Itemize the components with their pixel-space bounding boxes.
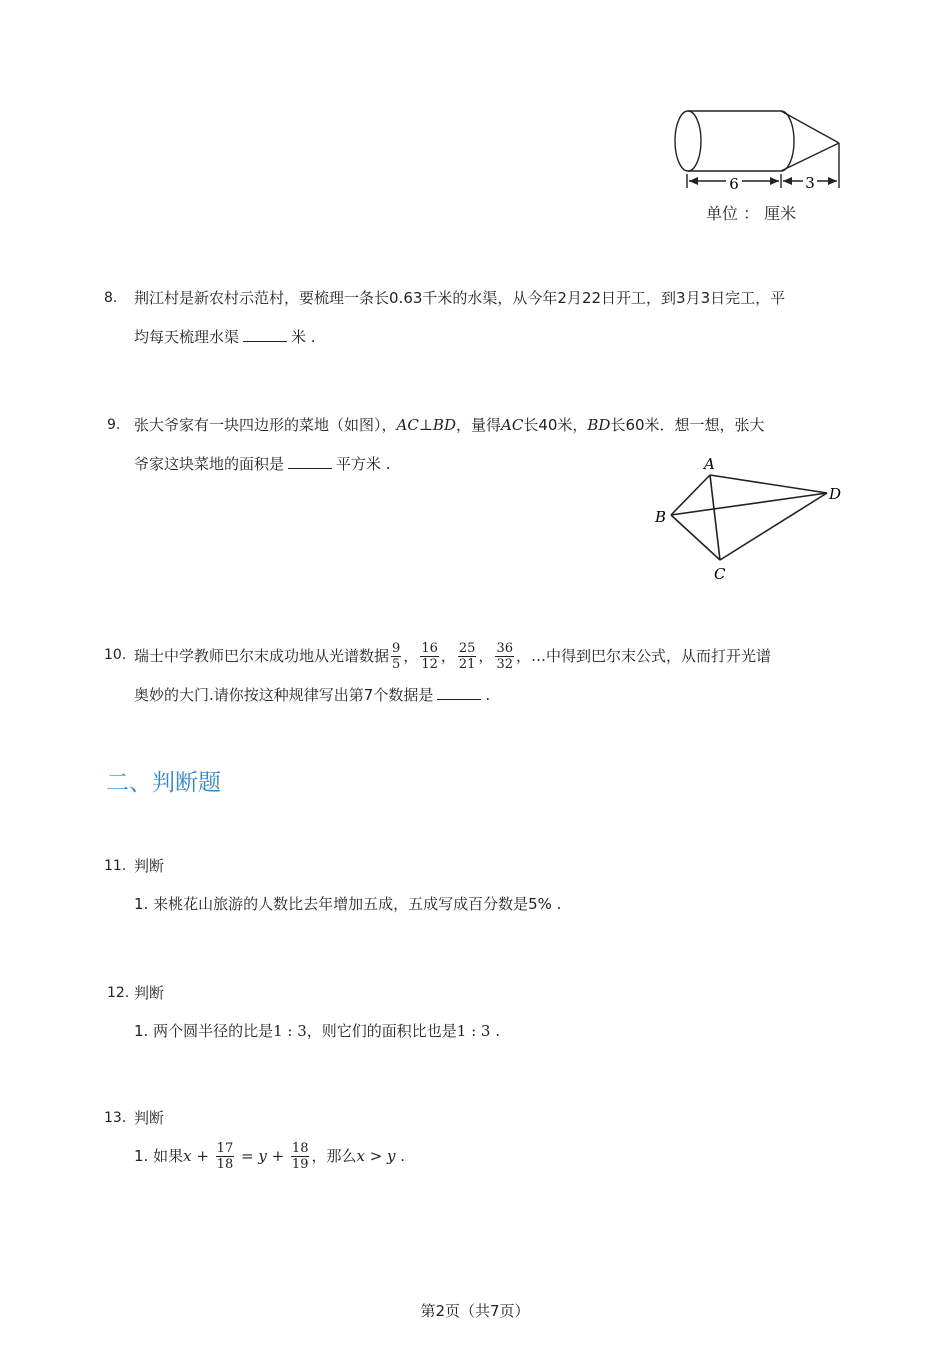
answer-blank[interactable]	[288, 454, 332, 469]
vertex-label-b: B	[655, 508, 667, 526]
q10-line2-pre: 奥妙的大门.请你按这种规律写出第7个数据是	[134, 686, 434, 704]
fraction: $\frac{36}{32}$	[496, 641, 513, 672]
q9-math-bd: BD	[587, 416, 611, 434]
q10-text-line2	[134, 684, 490, 706]
q9-text-line1	[134, 414, 765, 436]
q13-text: ，那么	[311, 1147, 357, 1165]
q8-line2-pre: 均每天梳理水渠	[134, 328, 240, 346]
separator: ，	[478, 647, 494, 665]
q12-label: 判断	[134, 984, 165, 1002]
q12-text: .	[490, 1022, 501, 1040]
question-number: 10.	[104, 647, 127, 663]
fraction: $\frac{18}{19}$	[291, 1141, 309, 1172]
operator: +	[266, 1147, 289, 1165]
q13-text: .	[395, 1147, 406, 1165]
dim-arrow	[689, 177, 698, 185]
separator: ，	[403, 647, 419, 665]
operator: +	[191, 1147, 214, 1165]
dim-arrow	[770, 177, 779, 185]
quadrilateral-figure	[650, 452, 850, 587]
ratio: 1 : 3	[456, 1022, 491, 1040]
q13-text: 1. 如果	[134, 1147, 184, 1165]
q10-text: ，…中得到巴尔末公式，从而打开光谱	[515, 647, 771, 665]
operator: =	[236, 1147, 259, 1165]
q12-text: ，则它们的面积比也是	[306, 1022, 457, 1040]
q10-line2-post: .	[485, 686, 491, 704]
q11-item: 1. 来桃花山旅游的人数比去年增加五成，五成写成百分数是5% .	[134, 895, 562, 913]
vertex-label-d: D	[829, 485, 842, 503]
diagonal-bd	[671, 493, 827, 515]
q9-text: 长60米．想一想，张大	[610, 416, 765, 434]
q13-label: 判断	[134, 1109, 165, 1127]
q9-math-ac: AC	[501, 416, 524, 434]
dim-label-3: 3	[805, 174, 815, 192]
cone-top-edge	[781, 111, 839, 143]
edge-ab	[671, 475, 710, 515]
question-number: 12.	[107, 985, 130, 1001]
fraction: $\frac{9}{5}$	[392, 641, 401, 672]
section-title: 二、判断题	[106, 770, 221, 796]
fraction: $\frac{25}{21}$	[458, 641, 476, 672]
question-number: 8.	[104, 290, 118, 306]
q12-text: 1. 两个圆半径的比是	[134, 1022, 274, 1040]
question-number: 13.	[104, 1110, 127, 1126]
q9-text: 张大爷家有一块四边形的菜地（如图），	[134, 416, 397, 434]
q10-text: 瑞士中学教师巴尔末成功地从光谱数据	[134, 647, 390, 665]
cylinder-left-face	[675, 111, 701, 171]
edge-bc	[671, 515, 720, 560]
edge-ad	[710, 475, 827, 493]
dim-arrow	[783, 177, 792, 185]
q12-item	[134, 1020, 500, 1042]
q9-text: ，量得	[455, 416, 501, 434]
var-y: y	[258, 1147, 267, 1165]
question-number: 9.	[107, 417, 121, 433]
unit-caption: 单位 ： 厘米	[706, 204, 797, 223]
q9-line2-post: 平方米 .	[336, 455, 391, 473]
fraction: $\frac{17}{18}$	[216, 1141, 234, 1172]
q9-math-perp: AC⊥BD	[396, 416, 456, 434]
question-number: 11.	[104, 858, 127, 874]
dim-label-6: 6	[729, 175, 739, 193]
q8-line2-post: 米 .	[291, 328, 316, 346]
answer-blank[interactable]	[243, 327, 287, 342]
diagonal-ac	[710, 475, 720, 560]
q13-item	[134, 1134, 405, 1178]
q8-text-line2	[134, 326, 316, 348]
var-x: x	[183, 1147, 192, 1165]
dim-arrow	[828, 177, 837, 185]
page-footer: 第2页（共7页）	[420, 1302, 530, 1320]
q9-text-line2	[134, 453, 391, 475]
q9-text: 长40米，	[523, 416, 588, 434]
q11-label: 判断	[134, 857, 165, 875]
ratio: 1 : 3	[273, 1022, 307, 1040]
q8-text-line1: 荆江村是新农村示范村，要梳理一条长0.63千米的水渠，从今年2月22日开工，到3月3日完工，平	[134, 289, 786, 307]
cylinder-cone-figure	[660, 100, 850, 195]
fraction: $\frac{16}{12}$	[421, 641, 438, 672]
separator: ，	[440, 647, 456, 665]
edge-cd	[720, 493, 827, 560]
vertex-label-a: A	[704, 455, 715, 473]
vertex-label-c: C	[714, 565, 726, 583]
inequality: x > y	[356, 1147, 396, 1165]
answer-blank[interactable]	[437, 685, 481, 700]
cylinder-right-face	[781, 111, 794, 171]
q9-line2-pre: 爷家这块菜地的面积是	[134, 455, 285, 473]
cone-bottom-edge	[781, 143, 839, 171]
q10-text-line1	[134, 634, 771, 678]
